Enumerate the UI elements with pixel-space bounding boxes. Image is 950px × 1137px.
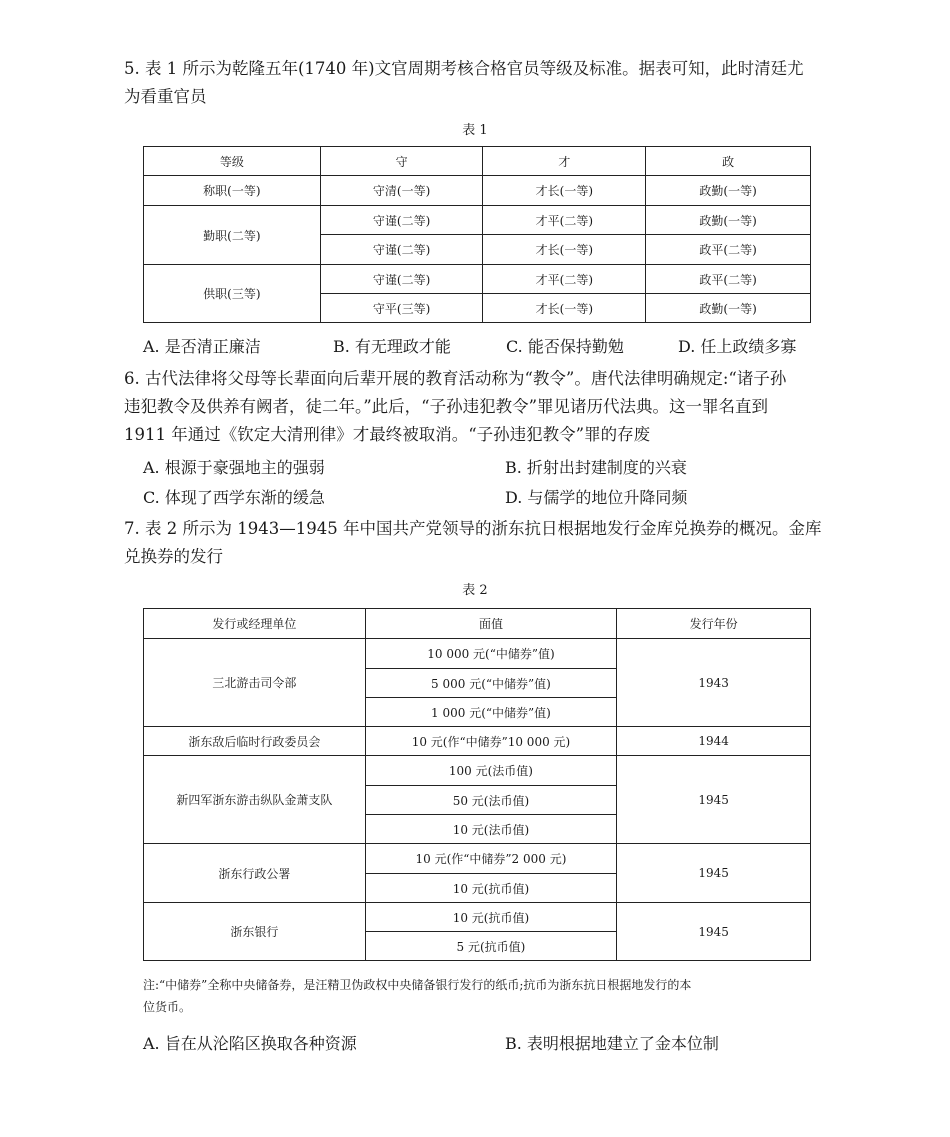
unit-cell: 新四军浙东游击纵队金萧支队 [144,756,366,844]
table-cell: 才长(一等) [483,235,646,265]
table-row [144,756,811,786]
rank-cell: 勤职(二等) [144,206,321,265]
rank-cell: 称职(一等) [144,176,321,206]
table-1-caption: 表 1 [462,123,488,138]
value-cell: 10 元(作“中储券”10 000 元) [365,727,617,756]
table-row [144,844,811,874]
table-cell: 政勤(一等) [646,206,811,235]
table-cell: 才长(一等) [483,294,646,323]
table-2-header: 发行年份 [617,609,811,639]
value-cell: 10 元(抗币值) [365,903,617,932]
table-cell: 才平(二等) [483,206,646,235]
year-cell: 1945 [617,903,811,961]
value-cell: 10 元(法币值) [365,815,617,844]
table-row [144,176,811,206]
year-cell: 1944 [617,727,811,756]
option-d[interactable]: D. 与儒学的地位升降同频 [505,488,688,507]
value-cell: 5 000 元(“中储券”值) [365,669,617,698]
value-cell: 10 000 元(“中储券”值) [365,639,617,669]
question-7-line-1: 7. 表 2 所示为 1943—1945 年中国共产党领导的浙东抗日根据地发行金库兑换券的概况。金库 [124,519,822,538]
year-cell: 1945 [617,844,811,903]
question-6-stem [124,365,836,449]
table-2-caption: 表 2 [462,583,488,598]
option-c[interactable]: C. 体现了西学东渐的缓急 [143,488,325,507]
table-cell: 守谨(二等) [320,235,483,265]
table-1 [143,146,811,323]
option-b[interactable]: B. 折射出封建制度的兴衰 [505,458,687,477]
question-5-line-1: 5. 表 1 所示为乾隆五年(1740 年)文官周期考核合格官员等级及标准。据表可知，此时清廷尤 [124,59,804,78]
option-a[interactable]: A. 旨在从沦陷区换取各种资源 [143,1034,357,1053]
question-7-line-2: 兑换券的发行 [124,547,223,566]
value-cell: 100 元(法币值) [365,756,617,786]
table-2 [143,608,811,961]
value-cell: 10 元(作“中储券”2 000 元) [365,844,617,874]
table-1-header: 等级 [144,147,321,176]
option-a[interactable]: A. 根源于豪强地主的强弱 [143,458,325,477]
unit-cell: 浙东银行 [144,903,366,961]
question-7-stem [124,515,836,571]
table-1-header: 政 [646,147,811,176]
year-cell: 1943 [617,639,811,727]
question-5-line-2: 为看重官员 [124,87,207,106]
unit-cell: 浙东敌后临时行政委员会 [144,727,366,756]
value-cell: 1 000 元(“中储券”值) [365,698,617,727]
table-cell: 政平(二等) [646,235,811,265]
question-6-options [143,455,833,511]
option-b[interactable]: B. 有无理政才能 [333,337,451,356]
table-2-header: 发行或经理单位 [144,609,366,639]
table-cell: 政勤(一等) [646,176,811,206]
unit-cell: 三北游击司令部 [144,639,366,727]
table-cell: 才长(一等) [483,176,646,206]
table-1-header: 才 [483,147,646,176]
question-5-options [143,334,833,360]
unit-cell: 浙东行政公署 [144,844,366,903]
table-cell: 政平(二等) [646,265,811,294]
table-cell: 守平(三等) [320,294,483,323]
year-cell: 1945 [617,756,811,844]
option-c[interactable]: C. 能否保持勤勉 [506,337,624,356]
option-a[interactable]: A. 是否清正廉洁 [143,337,261,356]
table-row [144,639,811,669]
table-cell: 才平(二等) [483,265,646,294]
option-d[interactable]: D. 任上政绩多寡 [678,337,797,356]
table-2-header: 面值 [365,609,617,639]
table-2-note [143,974,833,1018]
table-row [144,903,811,932]
table-1-header-row [144,147,811,176]
table-cell: 守清(一等) [320,176,483,206]
rank-cell: 供职(三等) [144,265,321,323]
table-cell: 守谨(二等) [320,206,483,235]
table-cell: 政勤(一等) [646,294,811,323]
question-7-options [143,1031,833,1057]
question-6-line-1: 6. 古代法律将父母等长辈面向后辈开展的教育活动称为“教令”。唐代法律明确规定:“诸子孙 [124,369,787,388]
note-line-1: 注:“中储券”全称中央储备券，是汪精卫伪政权中央储备银行发行的纸币;抗币为浙东抗日根据地发行的本 [143,978,692,992]
note-line-2: 位货币。 [143,1000,192,1014]
value-cell: 50 元(法币值) [365,786,617,815]
table-row [144,206,811,235]
question-6-line-3: 1911 年通过《钦定大清刑律》才最终被取消。“子孙违犯教令”罪的存废 [124,425,651,444]
table-cell: 守谨(二等) [320,265,483,294]
option-b[interactable]: B. 表明根据地建立了金本位制 [505,1034,719,1053]
table-2-header-row [144,609,811,639]
table-1-header: 守 [320,147,483,176]
table-row [144,265,811,294]
question-5-stem [124,55,836,111]
value-cell: 10 元(抗币值) [365,874,617,903]
table-row [144,727,811,756]
question-6-line-2: 违犯教令及供养有阙者，徒二年。”此后，“子孙违犯教令”罪见诸历代法典。这一罪名直到 [124,397,769,416]
value-cell: 5 元(抗币值) [365,932,617,961]
